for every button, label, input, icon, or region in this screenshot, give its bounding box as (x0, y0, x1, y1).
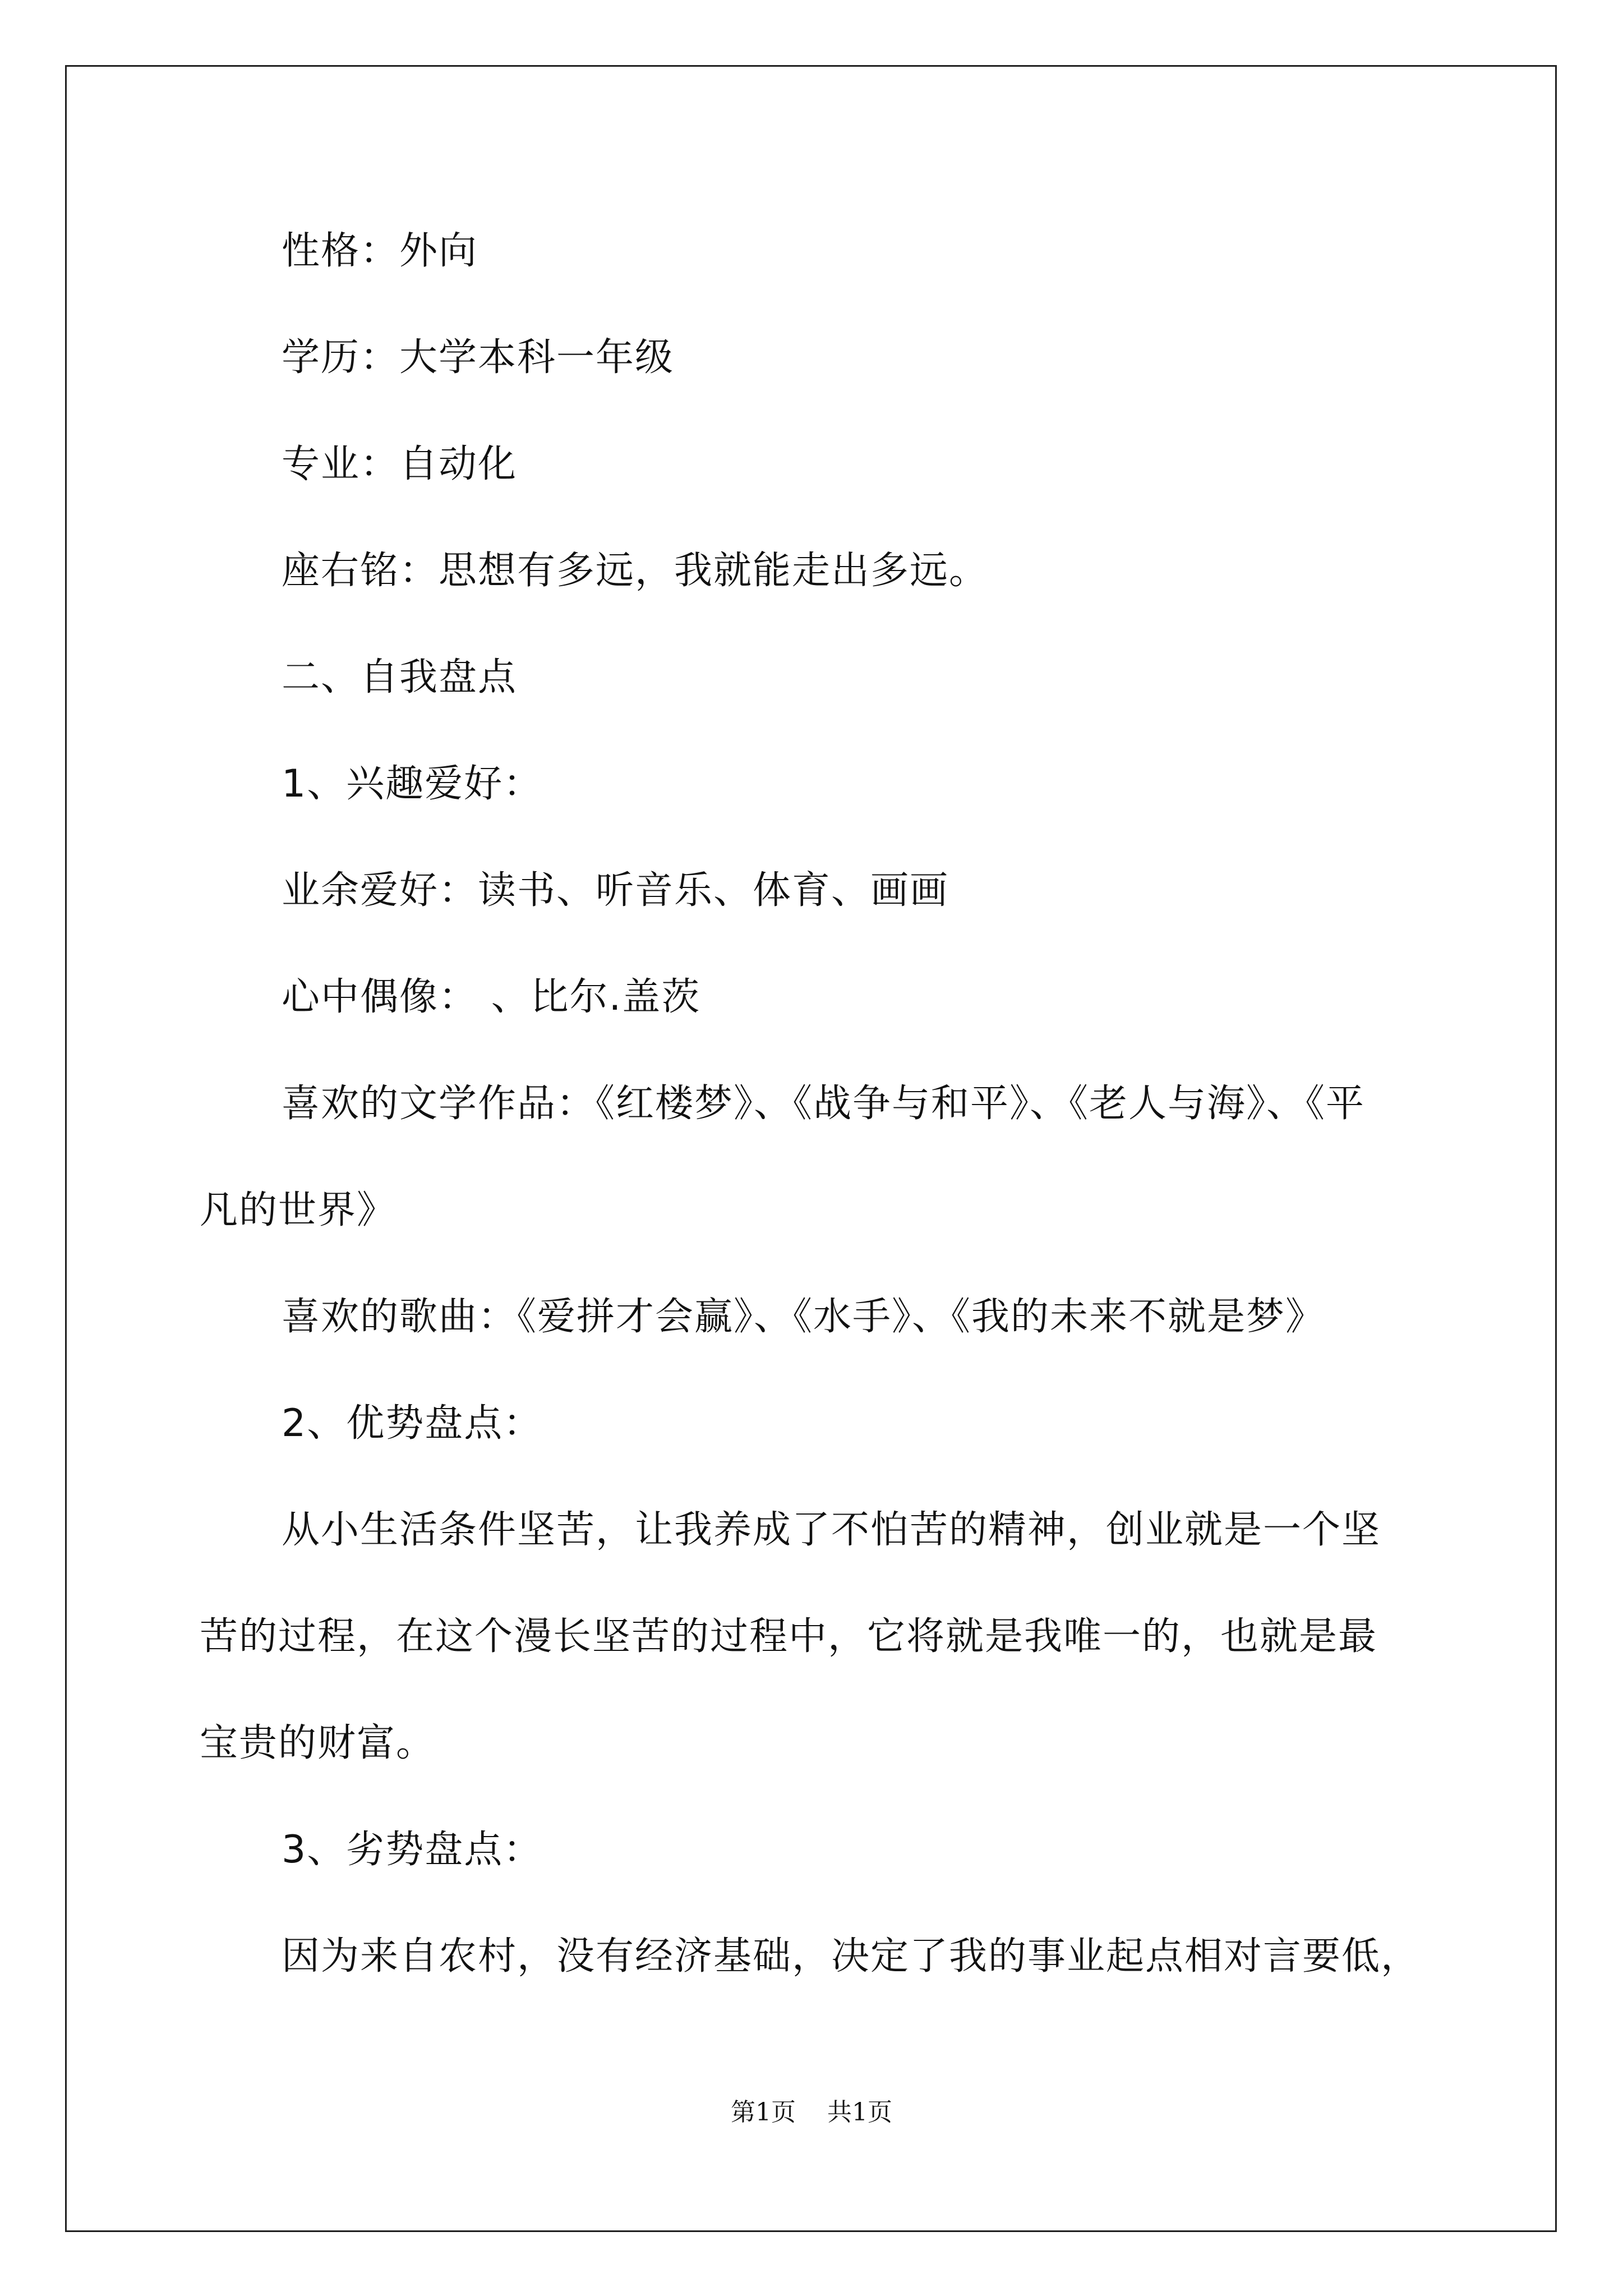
subheading-interests: 1、兴趣爱好： (282, 762, 543, 806)
page-frame (65, 65, 1557, 2232)
literature-line-continued: 凡的世界》 (200, 1188, 396, 1232)
section-heading-self-review: 二、自我盘点 (282, 655, 518, 700)
subheading-strengths: 2、优势盘点： (282, 1401, 543, 1446)
motto-line: 座右铭：思想有多远，我就能走出多远。 (282, 549, 989, 593)
education-line: 学历：大学本科一年级 (282, 335, 675, 380)
literature-line: 喜欢的文学作品：《红楼梦》、《战争与和平》、《老人与海》、《平 (282, 1082, 1366, 1126)
page-number-footer: 第1页 共1页 (731, 2098, 892, 2127)
hobbies-line: 业余爱好：读书、听音乐、体育、画画 (282, 868, 949, 913)
personality-line: 性格：外向 (282, 229, 478, 273)
songs-line: 喜欢的歌曲：《爱拼才会赢》、《水手》、《我的未来不就是梦》 (282, 1295, 1325, 1339)
strengths-paragraph-line-3: 宝贵的财富。 (200, 1721, 436, 1765)
weaknesses-paragraph-line-1: 因为来自农村，没有经济基础，决定了我的事业起点相对言要低， (282, 1934, 1421, 1978)
major-line: 专业：自动化 (282, 442, 518, 486)
subheading-weaknesses: 3、劣势盘点： (282, 1828, 543, 1872)
idol-line: 心中偶像： 、比尔.盖茨 (282, 975, 701, 1019)
strengths-paragraph-line-1: 从小生活条件坚苦，让我养成了不怕苦的精神，创业就是一个坚 (282, 1508, 1381, 1552)
strengths-paragraph-line-2: 苦的过程，在这个漫长坚苦的过程中，它将就是我唯一的，也就是最 (200, 1614, 1378, 1659)
